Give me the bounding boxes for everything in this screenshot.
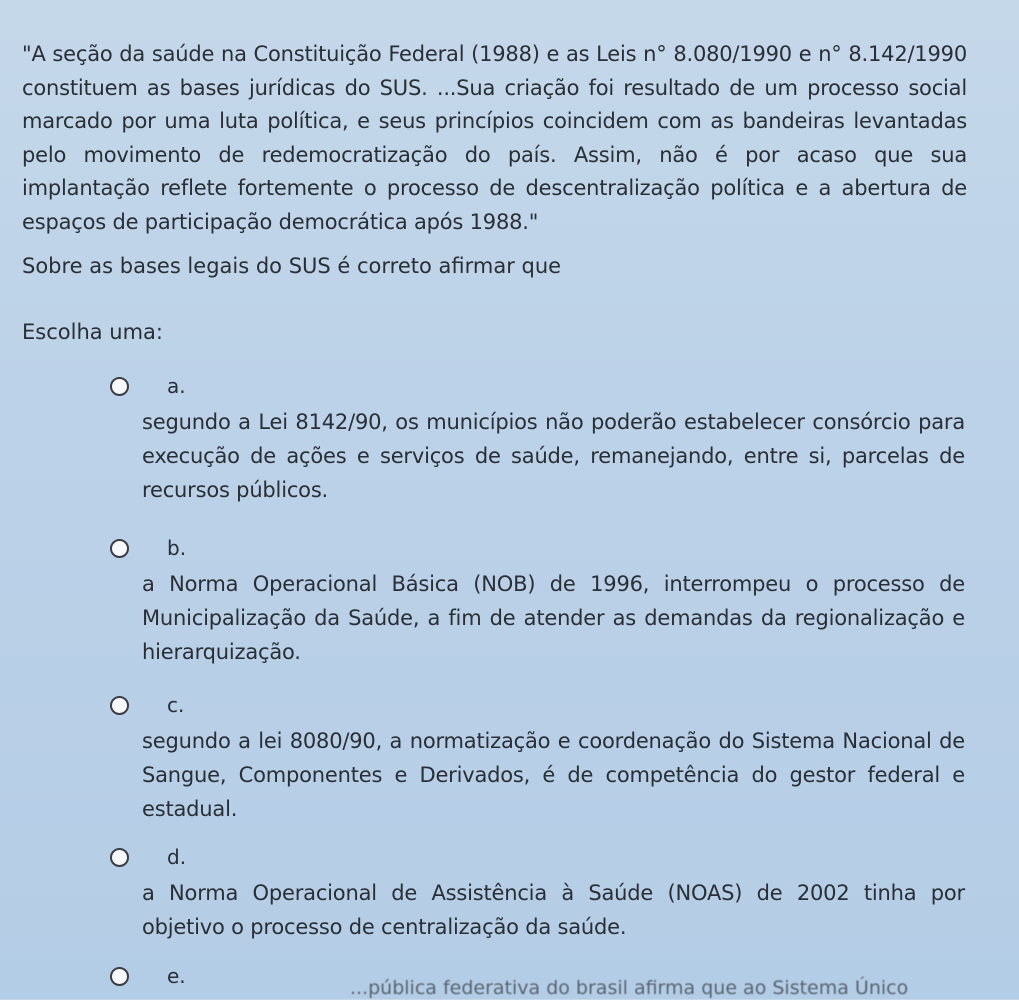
- choose-label: Escolha uma:: [22, 320, 164, 344]
- option-letter-e: e.: [167, 964, 186, 988]
- radio-button-d[interactable]: [110, 848, 129, 867]
- question-paragraph: "A seção da saúde na Constituição Federal (1988) e as Leis n° 8.080/1990 e n° 8.142/1990 constituem as bases jurídicas do SUS. ...Sua criação foi resultado de um processo social marcado por uma luta política, e seus princípios coincidem com as bandeiras levantadas pelo movimento de redemocratização do país. Assim, não é por acaso que sua implantação reflete fortemente o processo de descentralização política e a abertura de espaços de participação democrática após 1988.": [22, 42, 967, 234]
- option-letter-d: d.: [167, 845, 187, 869]
- question-text: [22, 38, 967, 239]
- radio-button-b[interactable]: [110, 539, 129, 558]
- option-text-b[interactable]: a Norma Operacional Básica (NOB) de 1996, interrompeu o processo de Municipalização da Saúde, a fim de atender as demandas da regionalização e hierarquização.: [142, 572, 965, 664]
- question-prompt: Sobre as bases legais do SUS é correto afirmar que: [22, 254, 562, 278]
- radio-button-e[interactable]: [110, 967, 129, 986]
- radio-button-c[interactable]: [110, 696, 129, 715]
- radio-button-a[interactable]: [110, 377, 129, 396]
- option-text-a[interactable]: segundo a Lei 8142/90, os municípios não poderão estabelecer consórcio para execução de ações e serviços de saúde, remanejando, entre si, parcelas de recursos públicos.: [142, 410, 965, 502]
- option-letter-a: a.: [167, 374, 186, 398]
- option-letter-c: c.: [167, 693, 185, 717]
- option-text-d[interactable]: a Norma Operacional de Assistência à Saúde (NOAS) de 2002 tinha por objetivo o processo de centralização da saúde.: [142, 881, 965, 939]
- option-text-e[interactable]: ...pública federativa do brasil afirma que ao Sistema Único: [350, 977, 909, 999]
- option-letter-b: b.: [167, 536, 187, 560]
- option-text-c[interactable]: segundo a lei 8080/90, a normatização e coordenação do Sistema Nacional de Sangue, Componentes e Derivados, é de competência do gestor federal e estadual.: [142, 729, 965, 821]
